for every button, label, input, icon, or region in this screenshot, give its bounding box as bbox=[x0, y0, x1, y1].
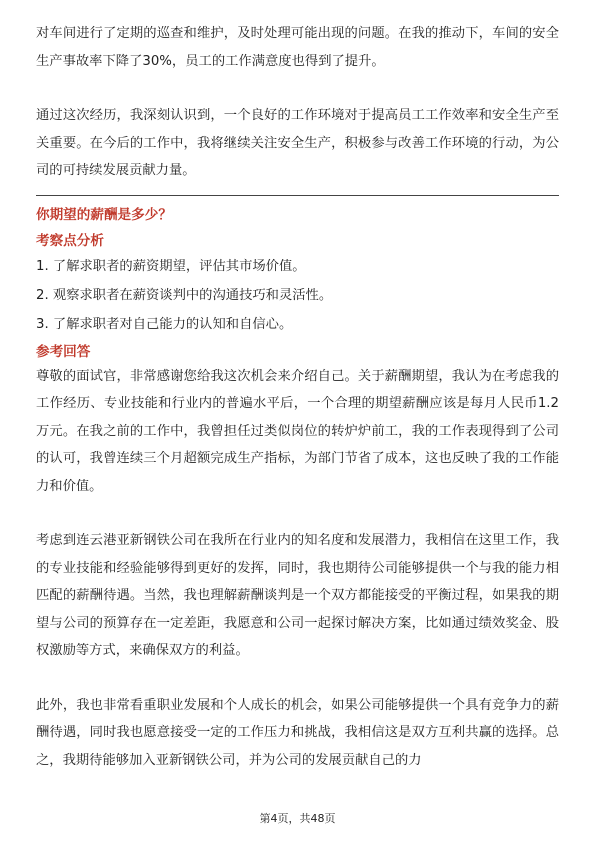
paragraph-gap bbox=[36, 500, 559, 527]
page-footer: 第4页，共48页 bbox=[259, 812, 336, 825]
page-content bbox=[36, 20, 559, 774]
analysis-item-3: 3. 了解求职者对自己能力的认知和自信心。 bbox=[36, 316, 293, 332]
answer-paragraph-1: 尊敬的面试官，非常感谢您给我这次机会来介绍自己。关于薪酬期望，我认为在考虑我的工作经历、专业技能和行业内的普遍水平后，一个合理的期望薪酬应该是每月人民币1.2万元。在我之前的工作中，我曾担任过类似岗位的转炉炉前工，我的工作表现得到了公司的认可，我曾连续三个月超额完成生产指标，为部门节省了成本，这也反映了我的工作能力和价值。 bbox=[36, 368, 559, 494]
answer-paragraph-2: 考虑到连云港亚新钢铁公司在我所在行业内的知名度和发展潜力，我相信在这里工作，我的专业技能和经验能够得到更好的发挥，同时，我也期待公司能够提供一个与我的能力相匹配的薪酬待遇。当然，我也理解薪酬谈判是一个双方都能接受的平衡过程，如果我的期望与公司的预算存在一定差距，我愿意和公司一起探讨解决方案，比如通过绩效奖金、股权激励等方式，来确保双方的利益。 bbox=[36, 533, 559, 658]
paragraph-gap bbox=[36, 75, 559, 102]
intro-paragraph-2: 通过这次经历，我深刻认识到，一个良好的工作环境对于提高员工工作效率和安全生产至关重要。在今后的工作中，我将继续关注安全生产，积极参与改善工作环境的行动，为公司的可持续发展贡献力量。 bbox=[36, 108, 559, 178]
analysis-item-2: 2. 观察求职者在薪资谈判中的沟通技巧和灵活性。 bbox=[36, 287, 333, 303]
intro-paragraph-1: 对车间进行了定期的巡查和维护，及时处理可能出现的问题。在我的推动下，车间的安全生产事故率下降了30%，员工的工作满意度也得到了提升。 bbox=[36, 26, 559, 69]
answer-paragraph-3: 此外，我也非常看重职业发展和个人成长的机会，如果公司能够提供一个具有竞争力的薪酬待遇，同时我也愿意接受一定的工作压力和挑战，我相信这是双方互利共赢的选择。总之，我期待能够加入亚新钢铁公司，并为公司的发展贡献自己的力 bbox=[36, 697, 559, 768]
question-heading: 你期望的薪酬是多少？ bbox=[36, 206, 172, 223]
paragraph-gap bbox=[36, 665, 559, 692]
analysis-title: 考察点分析 bbox=[36, 232, 104, 249]
analysis-item-1: 1. 了解求职者的薪资期望，评估其市场价值。 bbox=[36, 258, 306, 274]
answer-title: 参考回答 bbox=[36, 343, 91, 360]
section-divider bbox=[36, 195, 559, 196]
